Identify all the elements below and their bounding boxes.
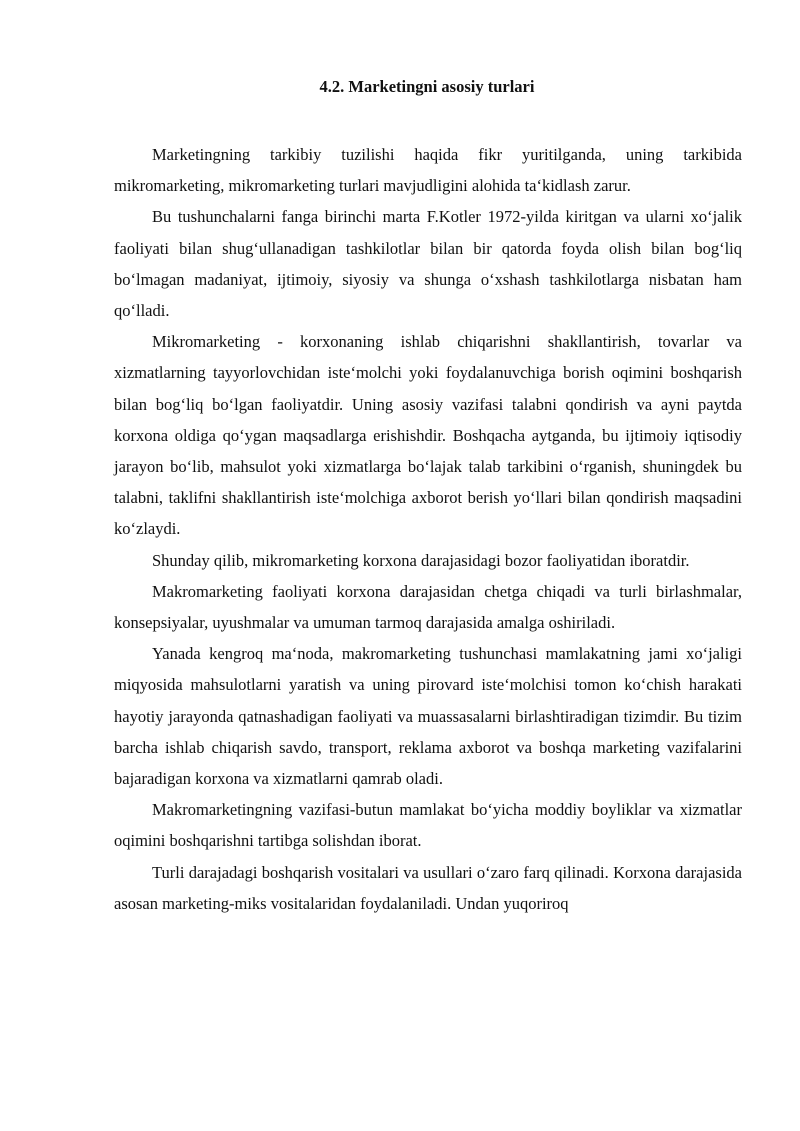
document-body	[114, 139, 742, 919]
paragraph-4: Shunday qilib, mikromarketing korxona darajasidagi bozor faoliyatidan iboratdir.	[152, 550, 690, 570]
paragraph-7: Makromarketingning vazifasi-butun mamlakat bo‘yicha moddiy boyliklar va xizmatlar oqimini boshqarishni tartibga solishdan iborat.	[114, 800, 742, 851]
section-title: 4.2. Marketingni asosiy turlari	[319, 77, 535, 96]
paragraph-8: Turli darajadagi boshqarish vositalari va usullari o‘zaro farq qilinadi. Korxona darajasida asosan marketing-miks vositalaridan foydalaniladi. Undan yuqoriroq	[114, 862, 742, 913]
paragraph-3: Mikromarketing - korxonaning ishlab chiqarishni shakllantirish, tovarlar va xizmatlarning tayyorlovchidan iste‘molchi yoki foydalanuvchiga borish oqimini boshqarish bilan bog‘liq bo‘lgan faoliyatdir. Uning asosiy vazifasi talabni qondirish va ayni paytda korxona oldiga qo‘ygan maqsadlarga erishishdir. Boshqacha aytganda, bu ijtimoiy iqtisodiy jarayon bo‘lib, mahsulot yoki xizmatlarga bo‘lajak talab tarkibini o‘rganish, shuningdek bu talabni, taklifni shakllantirish iste‘molchiga axborot berish yo‘llari bilan qondirish maqsadini ko‘zlaydi.	[114, 332, 742, 539]
paragraph-1: Marketingning tarkibiy tuzilishi haqida fikr yuritilganda, uning tarkibida mikromarketing, mikromarketing turlari mavjudligini alohida ta‘kidlash zarur.	[114, 145, 742, 196]
paragraph-6: Yanada kengroq ma‘noda, makromarketing tushunchasi mamlakatning jami xo‘jaligi miqyosida mahsulotlarni yaratish va uning pirovard iste‘molchisi tomon ko‘chish harakati hayotiy jarayonda qatnashadigan faoliyati va muassasalarni birlashtiradigan tizimdir. Bu tizim barcha ishlab chiqarish savdo, transport, reklama axborot va boshqa marketing vazifalarini bajaradigan korxona va xizmatlarni qamrab oladi.	[114, 644, 742, 789]
paragraph-2: Bu tushunchalarni fanga birinchi marta F.Kotler 1972-yilda kiritgan va ularni xo‘jalik faoliyati bilan shug‘ullanadigan tashkilotlar bilan bir qatorda foyda olish bilan bog‘liq bo‘lmagan madaniyat, ijtimoiy, siyosiy va shunga o‘xshash tashkilotlarga nisbatan ham qo‘lladi.	[114, 207, 742, 321]
paragraph-5: Makromarketing faoliyati korxona darajasidan chetga chiqadi va turli birlashmalar, konsepsiyalar, uyushmalar va umuman tarmoq darajasida amalga oshiriladi.	[114, 581, 742, 633]
